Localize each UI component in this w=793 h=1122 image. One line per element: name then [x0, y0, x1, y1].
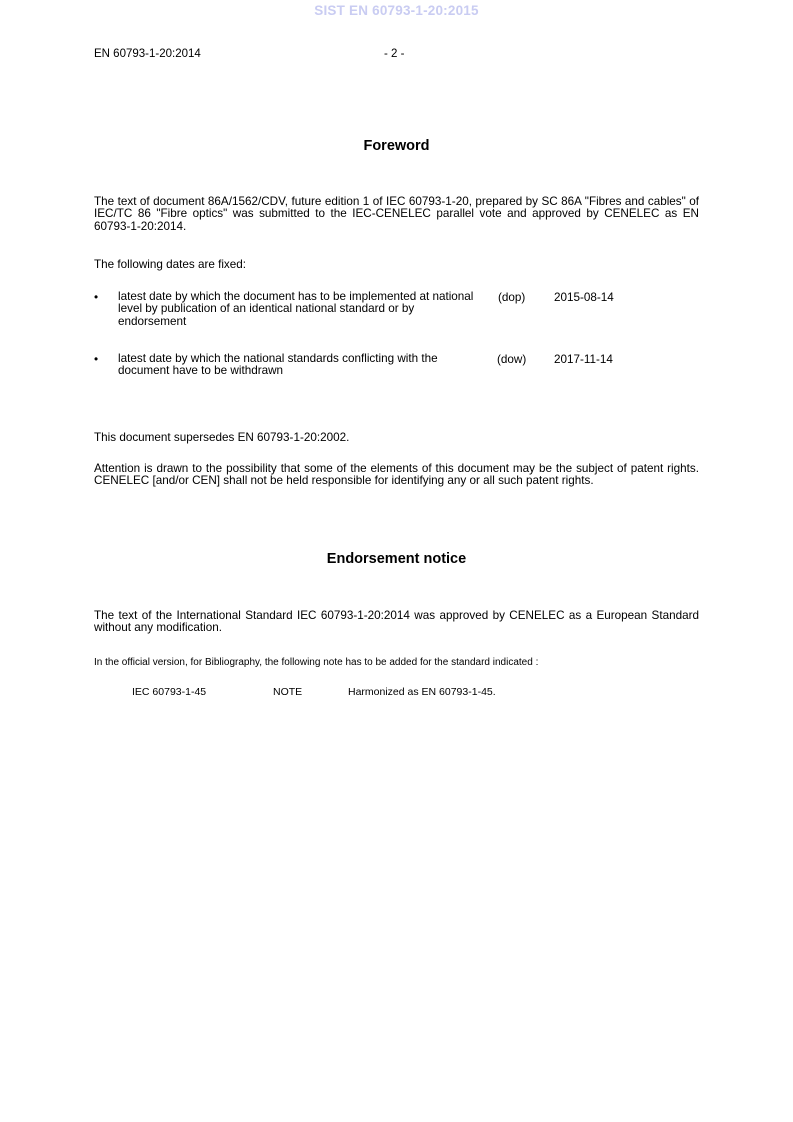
foreword-title: Foreword — [363, 138, 430, 154]
endorsement-title: Endorsement notice — [326, 551, 467, 567]
list-bullet: • — [94, 353, 99, 366]
foreword-paragraph-2: The following dates are fixed: — [94, 258, 247, 271]
note-standard: IEC 60793-1-45 — [132, 686, 207, 698]
foreword-paragraph-1: The text of document 86A/1562/CDV, future edition 1 of IEC 60793-1-20, prepared by SC 86A "Fibres and cables" of IEC/TC 86 "Fibre optics" was submitted to the IEC-CENELEC parallel vote and approved by CENELEC as EN 60793-1-20:2014. — [94, 195, 699, 233]
note-text: Harmonized as EN 60793-1-45. — [348, 686, 496, 698]
page-number: - 2 - — [384, 48, 405, 60]
date-item-description: latest date by which the document has to be implemented at national level by publication of an identical national standard or by endorsement — [118, 290, 474, 328]
date-item-date: 2017-11-14 — [554, 353, 613, 366]
document-id: EN 60793-1-20:2014 — [94, 48, 201, 60]
foreword-paragraph-3: This document supersedes EN 60793-1-20:2002. — [94, 431, 350, 444]
foreword-paragraph-4: Attention is drawn to the possibility that some of the elements of this document may be the subject of patent rights. CENELEC [and/or CEN] shall not be held responsible for identifying any or all such patent rights. — [94, 462, 699, 488]
watermark: SIST EN 60793-1-20:2015 — [314, 3, 479, 18]
endorsement-paragraph-1: The text of the International Standard IEC 60793-1-20:2014 was approved by CENELEC as a European Standard without any modification. — [94, 609, 699, 635]
date-item-date: 2015-08-14 — [554, 291, 614, 304]
note-label: NOTE — [273, 686, 303, 698]
list-bullet: • — [94, 291, 99, 304]
date-item-code: (dop) — [498, 291, 526, 304]
endorsement-paragraph-2: In the official version, for Bibliography, the following note has to be added for the standard indicated : — [94, 657, 539, 668]
date-item-description: latest date by which the national standards conflicting with the document have to be withdrawn — [118, 352, 438, 378]
date-item-code: (dow) — [497, 353, 527, 366]
